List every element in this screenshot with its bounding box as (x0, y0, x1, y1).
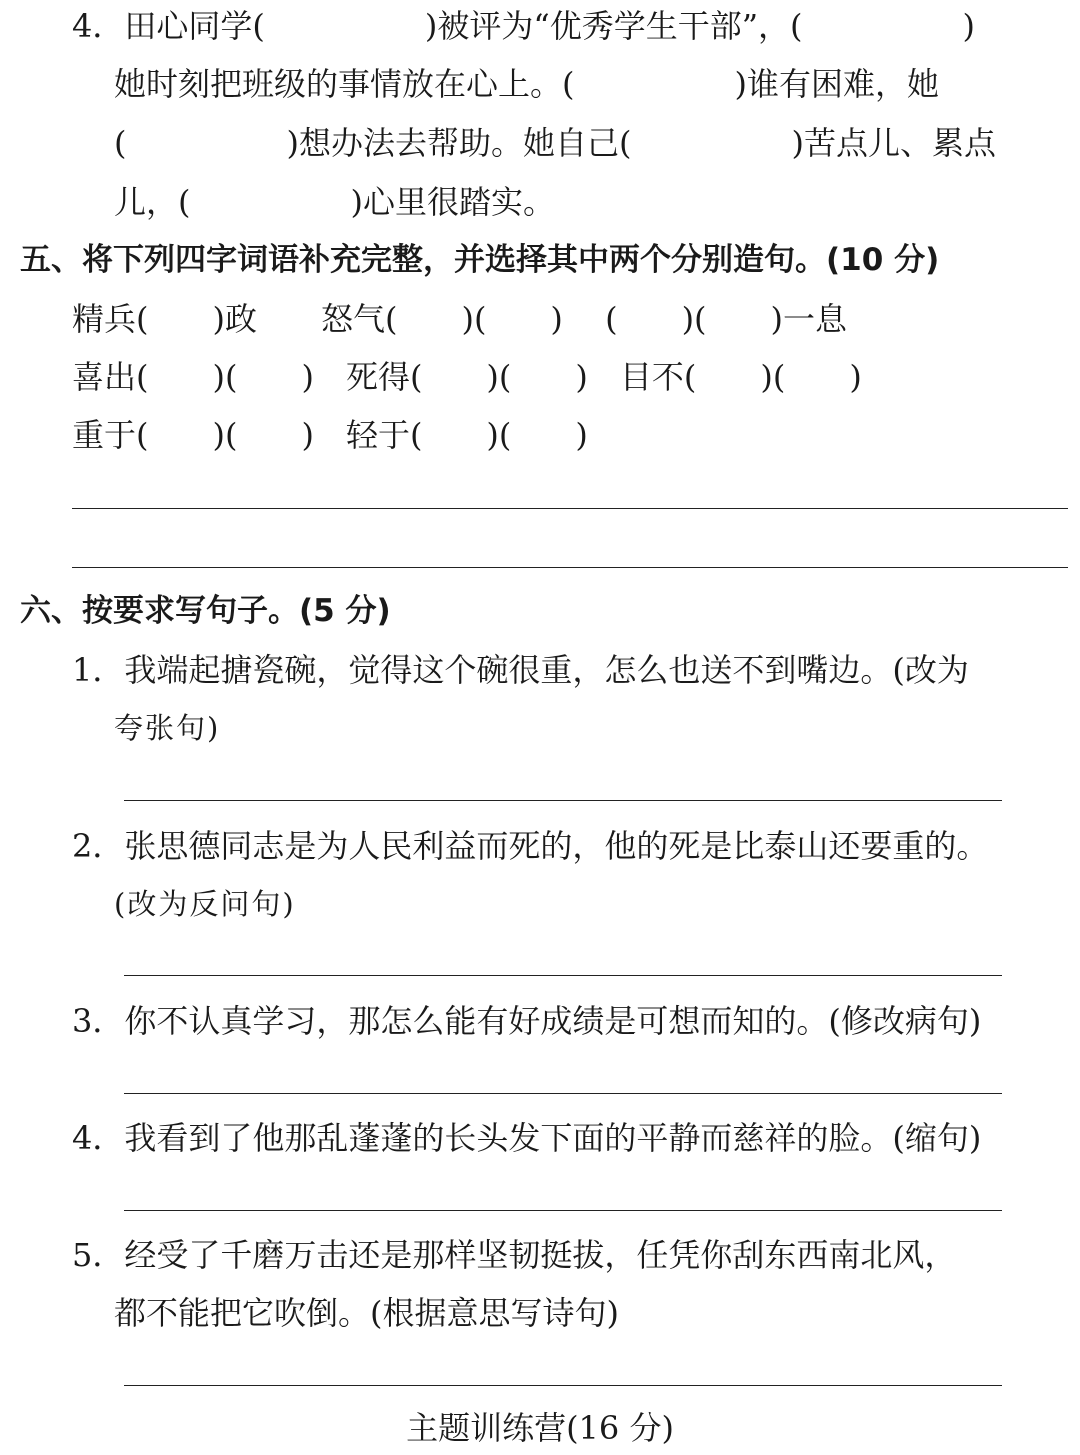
s6-item-5-line-1: 5．经受了千磨万击还是那样坚韧挺拔，任凭你刮东西南北风， (72, 1236, 957, 1274)
q4-line-4: 儿，( )心里很踏实。 (114, 183, 555, 221)
s6-item-4-line-1: 4．我看到了他那乱蓬蓬的长头发下面的平静而慈祥的脸。(缩句) (72, 1119, 982, 1157)
s6-item-2-line-2: (改为反问句) (114, 887, 296, 921)
s6-item-1-line-2: 夸张句) (114, 711, 221, 745)
s6-item-3-line-1: 3．你不认真学习，那怎么能有好成绩是可想而知的。(修改病句) (72, 1002, 982, 1040)
s6-item-5-line-2: 都不能把它吹倒。(根据意思写诗句) (114, 1294, 619, 1332)
answer-line-6-1[interactable] (124, 800, 1002, 801)
idiom-row-2: 喜出( )( ) 死得( )( ) 目不( )( ) (72, 358, 862, 396)
answer-line-5a[interactable] (72, 508, 1068, 509)
answer-line-6-5[interactable] (124, 1385, 1002, 1386)
q4-line-2: 她时刻把班级的事情放在心上。( )谁有困难，她 (114, 65, 939, 103)
s6-item-2-line-1: 2．张思德同志是为人民利益而死的，他的死是比泰山还要重的。 (72, 827, 989, 865)
section-5-title: 五、将下列四字词语补充完整，并选择其中两个分别造句。(10 分) (20, 242, 940, 278)
answer-line-6-2[interactable] (124, 975, 1002, 976)
answer-line-6-4[interactable] (124, 1210, 1002, 1211)
idiom-row-3: 重于( )( ) 轻于( )( ) (72, 416, 588, 454)
idiom-row-1: 精兵( )政 怒气( )( ) ( )( )一息 (72, 300, 848, 338)
section-6-title: 六、按要求写句子。(5 分) (20, 593, 391, 629)
q4-line-1: 4．田心同学( )被评为“优秀学生干部”，( ) (72, 7, 976, 45)
answer-line-5b[interactable] (72, 567, 1068, 568)
q4-line-3: ( )想办法去帮助。她自己( )苦点儿、累点 (114, 124, 996, 162)
answer-line-6-3[interactable] (124, 1093, 1002, 1094)
s6-item-1-line-1: 1．我端起搪瓷碗，觉得这个碗很重，怎么也送不到嘴边。(改为 (72, 651, 969, 689)
footer-section-title: 主题训练营(16 分) (406, 1409, 674, 1447)
